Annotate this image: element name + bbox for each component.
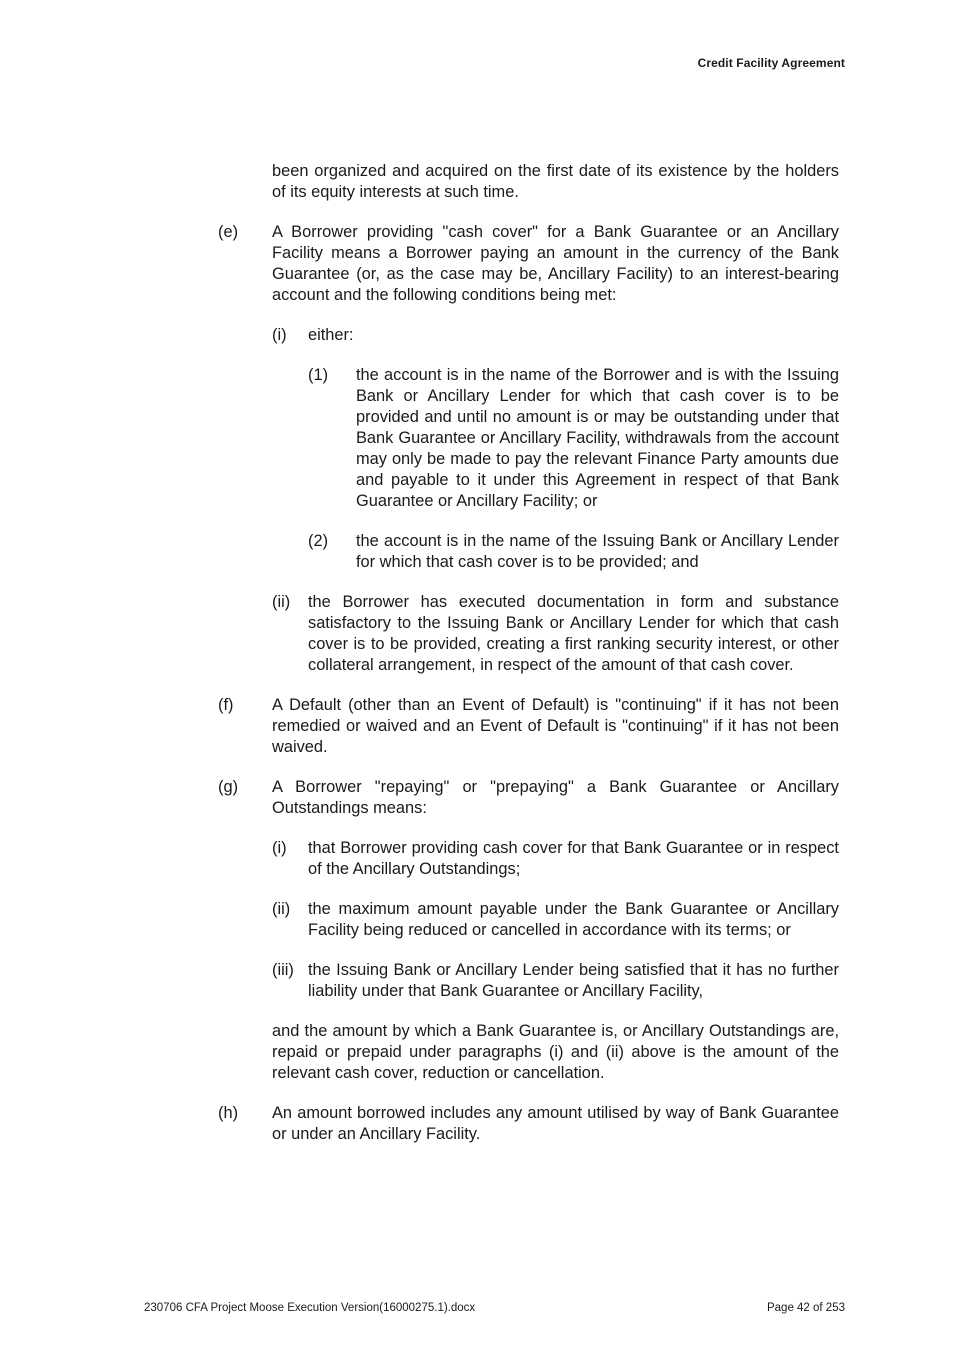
clause-number: (f) (218, 696, 234, 714)
clause-h (218, 1103, 839, 1145)
clause-text: An amount borrowed includes any amount utilised by way of Bank Guarantee or under an Ancillary Facility. (272, 1104, 839, 1143)
clause-number: (ii) (272, 900, 291, 918)
clause-text: the maximum amount payable under the Bank Guarantee or Ancillary Facility being reduced or cancelled in accordance with its terms; or (308, 900, 839, 939)
clause-number: (iii) (272, 961, 294, 979)
clause-number: (2) (308, 532, 329, 550)
document-body (0, 161, 965, 1145)
clause-number: (e) (218, 223, 239, 241)
clause-number: (g) (218, 778, 239, 796)
clause-number: (i) (272, 839, 287, 857)
clause-g (218, 777, 839, 819)
continuation-paragraph: been organized and acquired on the first date of its existence by the holders of its equity interests at such time. (272, 162, 839, 201)
clause-number: (h) (218, 1104, 239, 1122)
clause-text: either: (308, 326, 354, 344)
clause-text: the Issuing Bank or Ancillary Lender being satisfied that it has no further liability under that Bank Guarantee or Ancillary Facility, (308, 961, 839, 1000)
clause-e (218, 222, 839, 306)
page-footer (144, 1302, 845, 1314)
clause-text: the account is in the name of the Borrower and is with the Issuing Bank or Ancillary Lender for which that cash cover is to be provided and until no amount is or may be outstanding under that Bank Guarantee or Ancillary Facility, withdrawals from the account may only be made to pay the relevant Finance Party amounts due and payable to it under this Agreement in respect of that Bank Guarantee or Ancillary Facility; or (356, 366, 839, 510)
clause-text: the Borrower has executed documentation in form and substance satisfactory to the Issuing Bank or Ancillary Lender for which that cash cover is to be provided, creating a first ranking security interest, or other collateral arrangement, in respect of the amount of that cash cover. (308, 593, 839, 674)
clause-text: that Borrower providing cash cover for that Bank Guarantee or in respect of the Ancillary Outstandings; (308, 839, 839, 878)
clause-g-iii (272, 960, 839, 1002)
clause-f (218, 695, 839, 758)
clause-g-ii (272, 899, 839, 941)
header-title: Credit Facility Agreement (697, 56, 845, 70)
clause-text: A Borrower providing "cash cover" for a Bank Guarantee or an Ancillary Facility means a Borrower paying an amount in the currency of the Bank Guarantee (or, as the case may be, Ancillary Facility) to an interest-bearing account and the following conditions being met: (272, 223, 839, 304)
footer-page-number: Page 42 of 253 (766, 1302, 845, 1314)
clause-e-i (272, 325, 839, 346)
clause-number: (ii) (272, 593, 291, 611)
clause-g-i (272, 838, 839, 880)
clause-g-tail: and the amount by which a Bank Guarantee is, or Ancillary Outstandings are, repaid or prepaid under paragraphs (i) and (ii) above is the amount of the relevant cash cover, reduction or cancellation. (272, 1022, 839, 1082)
clause-e-i-1 (308, 365, 839, 512)
clause-e-i-2 (308, 531, 839, 573)
clause-e-ii (272, 592, 839, 676)
clause-text: the account is in the name of the Issuing Bank or Ancillary Lender for which that cash cover is to be provided; and (356, 532, 839, 571)
clause-number: (1) (308, 366, 329, 384)
clause-text: A Default (other than an Event of Default) is "continuing" if it has not been remedied or waived and an Event of Default is "continuing" if it has not been waived. (272, 696, 839, 756)
clause-text: A Borrower "repaying" or "prepaying" a Bank Guarantee or Ancillary Outstandings means: (272, 778, 839, 817)
clause-number: (i) (272, 326, 287, 344)
footer-doc-name: 230706 CFA Project Moose Execution Version(16000275.1).docx (144, 1302, 476, 1314)
